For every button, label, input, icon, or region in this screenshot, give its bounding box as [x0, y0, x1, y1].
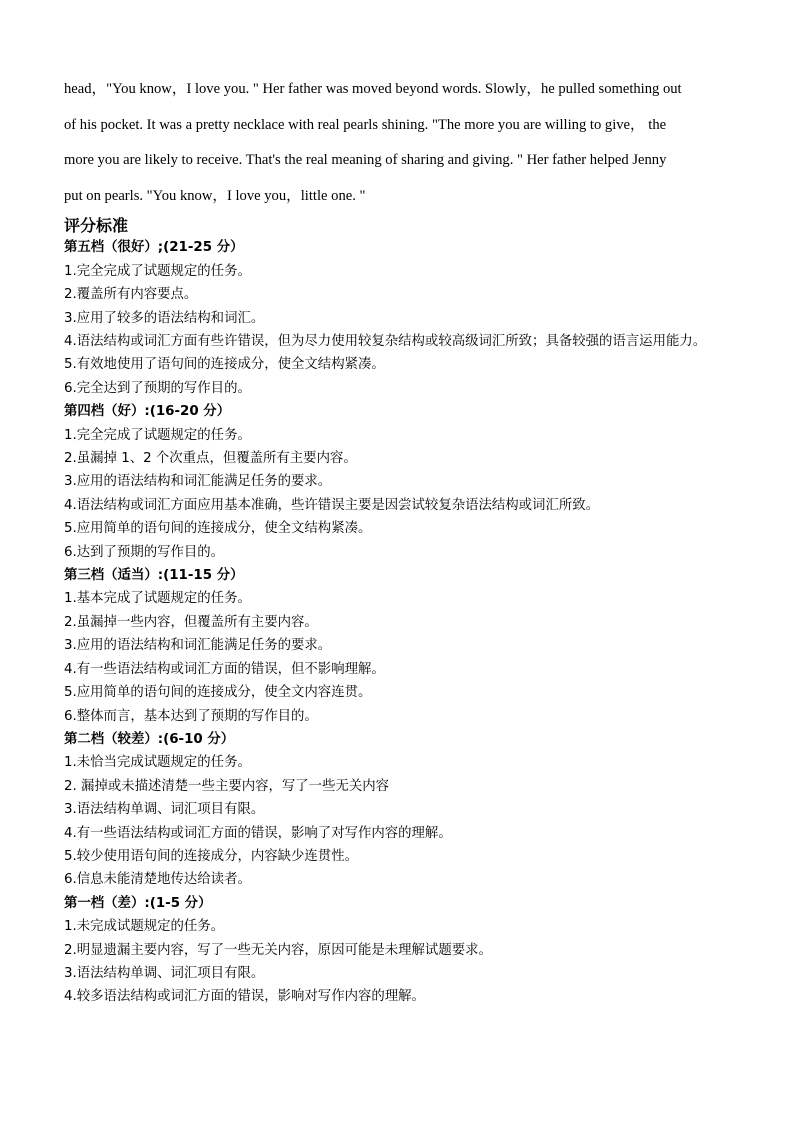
essay-paragraph — [64, 72, 730, 214]
criterion-item: 3.应用的语法结构和词汇能满足任务的要求。 — [64, 638, 332, 654]
essay-line: head，"You know，I love you. " Her father was moved beyond words. Slowly，he pulled something out — [64, 81, 682, 97]
criterion-item: 3.应用了较多的语法结构和词汇。 — [64, 310, 265, 326]
essay-line: put on pearls. "You know，I love you，little one. " — [64, 187, 366, 204]
criterion-item: 6.信息未能清楚地传达给读者。 — [64, 872, 251, 888]
criterion-item: 5.有效地使用了语句间的连接成分，使全文结构紧凑。 — [64, 357, 385, 373]
criterion-item: 6.达到了预期的写作目的。 — [64, 544, 225, 560]
criterion-item: 4.语法结构或词汇方面应用基本准确，些许错误主要是因尝试较复杂语法结构或词汇所致。 — [64, 497, 600, 513]
criterion-item: 1.未完成试题规定的任务。 — [64, 919, 225, 935]
level-heading: 第一档（差）:(1-5 分） — [64, 895, 212, 911]
criterion-item: 4.语法结构或词汇方面有些许错误，但为尽力使用较复杂结构或较高级词汇所致；具备较强的语言运用能力。 — [64, 334, 707, 349]
criterion-item: 2.覆盖所有内容要点。 — [64, 287, 198, 303]
level-heading: 第三档（适当）:(11-15 分） — [64, 568, 244, 584]
rubric-title: 评分标准 — [64, 216, 129, 236]
criterion-item: 6.整体而言，基本达到了预期的写作目的。 — [64, 708, 318, 724]
criterion-item: 4.有一些语法结构或词汇方面的错误，但不影响理解。 — [64, 661, 385, 677]
criterion-item: 4.有一些语法结构或词汇方面的错误，影响了对写作内容的理解。 — [64, 825, 452, 841]
document-page — [64, 72, 730, 1009]
criterion-item: 6.完全达到了预期的写作目的。 — [64, 380, 251, 396]
criterion-item: 5.应用简单的语句间的连接成分，使全文结构紧凑。 — [64, 521, 372, 537]
level-heading: 第二档（较差）:(6-10 分） — [64, 731, 235, 747]
essay-line: of his pocket. It was a pretty necklace with real pearls shining. "The more you are willing to give， the — [64, 116, 667, 133]
criterion-item: 1.基本完成了试题规定的任务。 — [64, 591, 251, 607]
criterion-item: 1.完全完成了试题规定的任务。 — [64, 427, 251, 443]
essay-line: more you are likely to receive. That's the real meaning of sharing and giving. " Her father helped Jenny — [64, 152, 667, 169]
criterion-item: 1.完全完成了试题规定的任务。 — [64, 263, 251, 279]
criterion-item: 3.语法结构单调、词汇项目有限。 — [64, 802, 265, 818]
criterion-item: 2.虽漏掉一些内容，但覆盖所有主要内容。 — [64, 614, 318, 630]
criterion-item: 5.应用简单的语句间的连接成分，使全文内容连贯。 — [64, 685, 372, 701]
level-heading: 第四档（好）:(16-20 分） — [64, 404, 231, 420]
criterion-item: 3.应用的语法结构和词汇能满足任务的要求。 — [64, 474, 332, 490]
criterion-item: 2. 漏掉或未描述清楚一些主要内容，写了一些无关内容 — [64, 778, 390, 794]
criterion-item: 2.虽漏掉 1、2 个次重点，但覆盖所有主要内容。 — [64, 451, 357, 467]
criterion-item: 5.较少使用语句间的连接成分，内容缺少连贯性。 — [64, 848, 358, 864]
level-heading: 第五档（很好）;(21-25 分） — [64, 240, 244, 256]
criterion-item: 1.未恰当完成试题规定的任务。 — [64, 755, 251, 771]
criterion-item: 4.较多语法结构或词汇方面的错误，影响对写作内容的理解。 — [64, 989, 425, 1005]
criterion-item: 2.明显遗漏主要内容，写了一些无关内容，原因可能是未理解试题要求。 — [64, 942, 492, 958]
criterion-item: 3.语法结构单调、词汇项目有限。 — [64, 965, 265, 981]
